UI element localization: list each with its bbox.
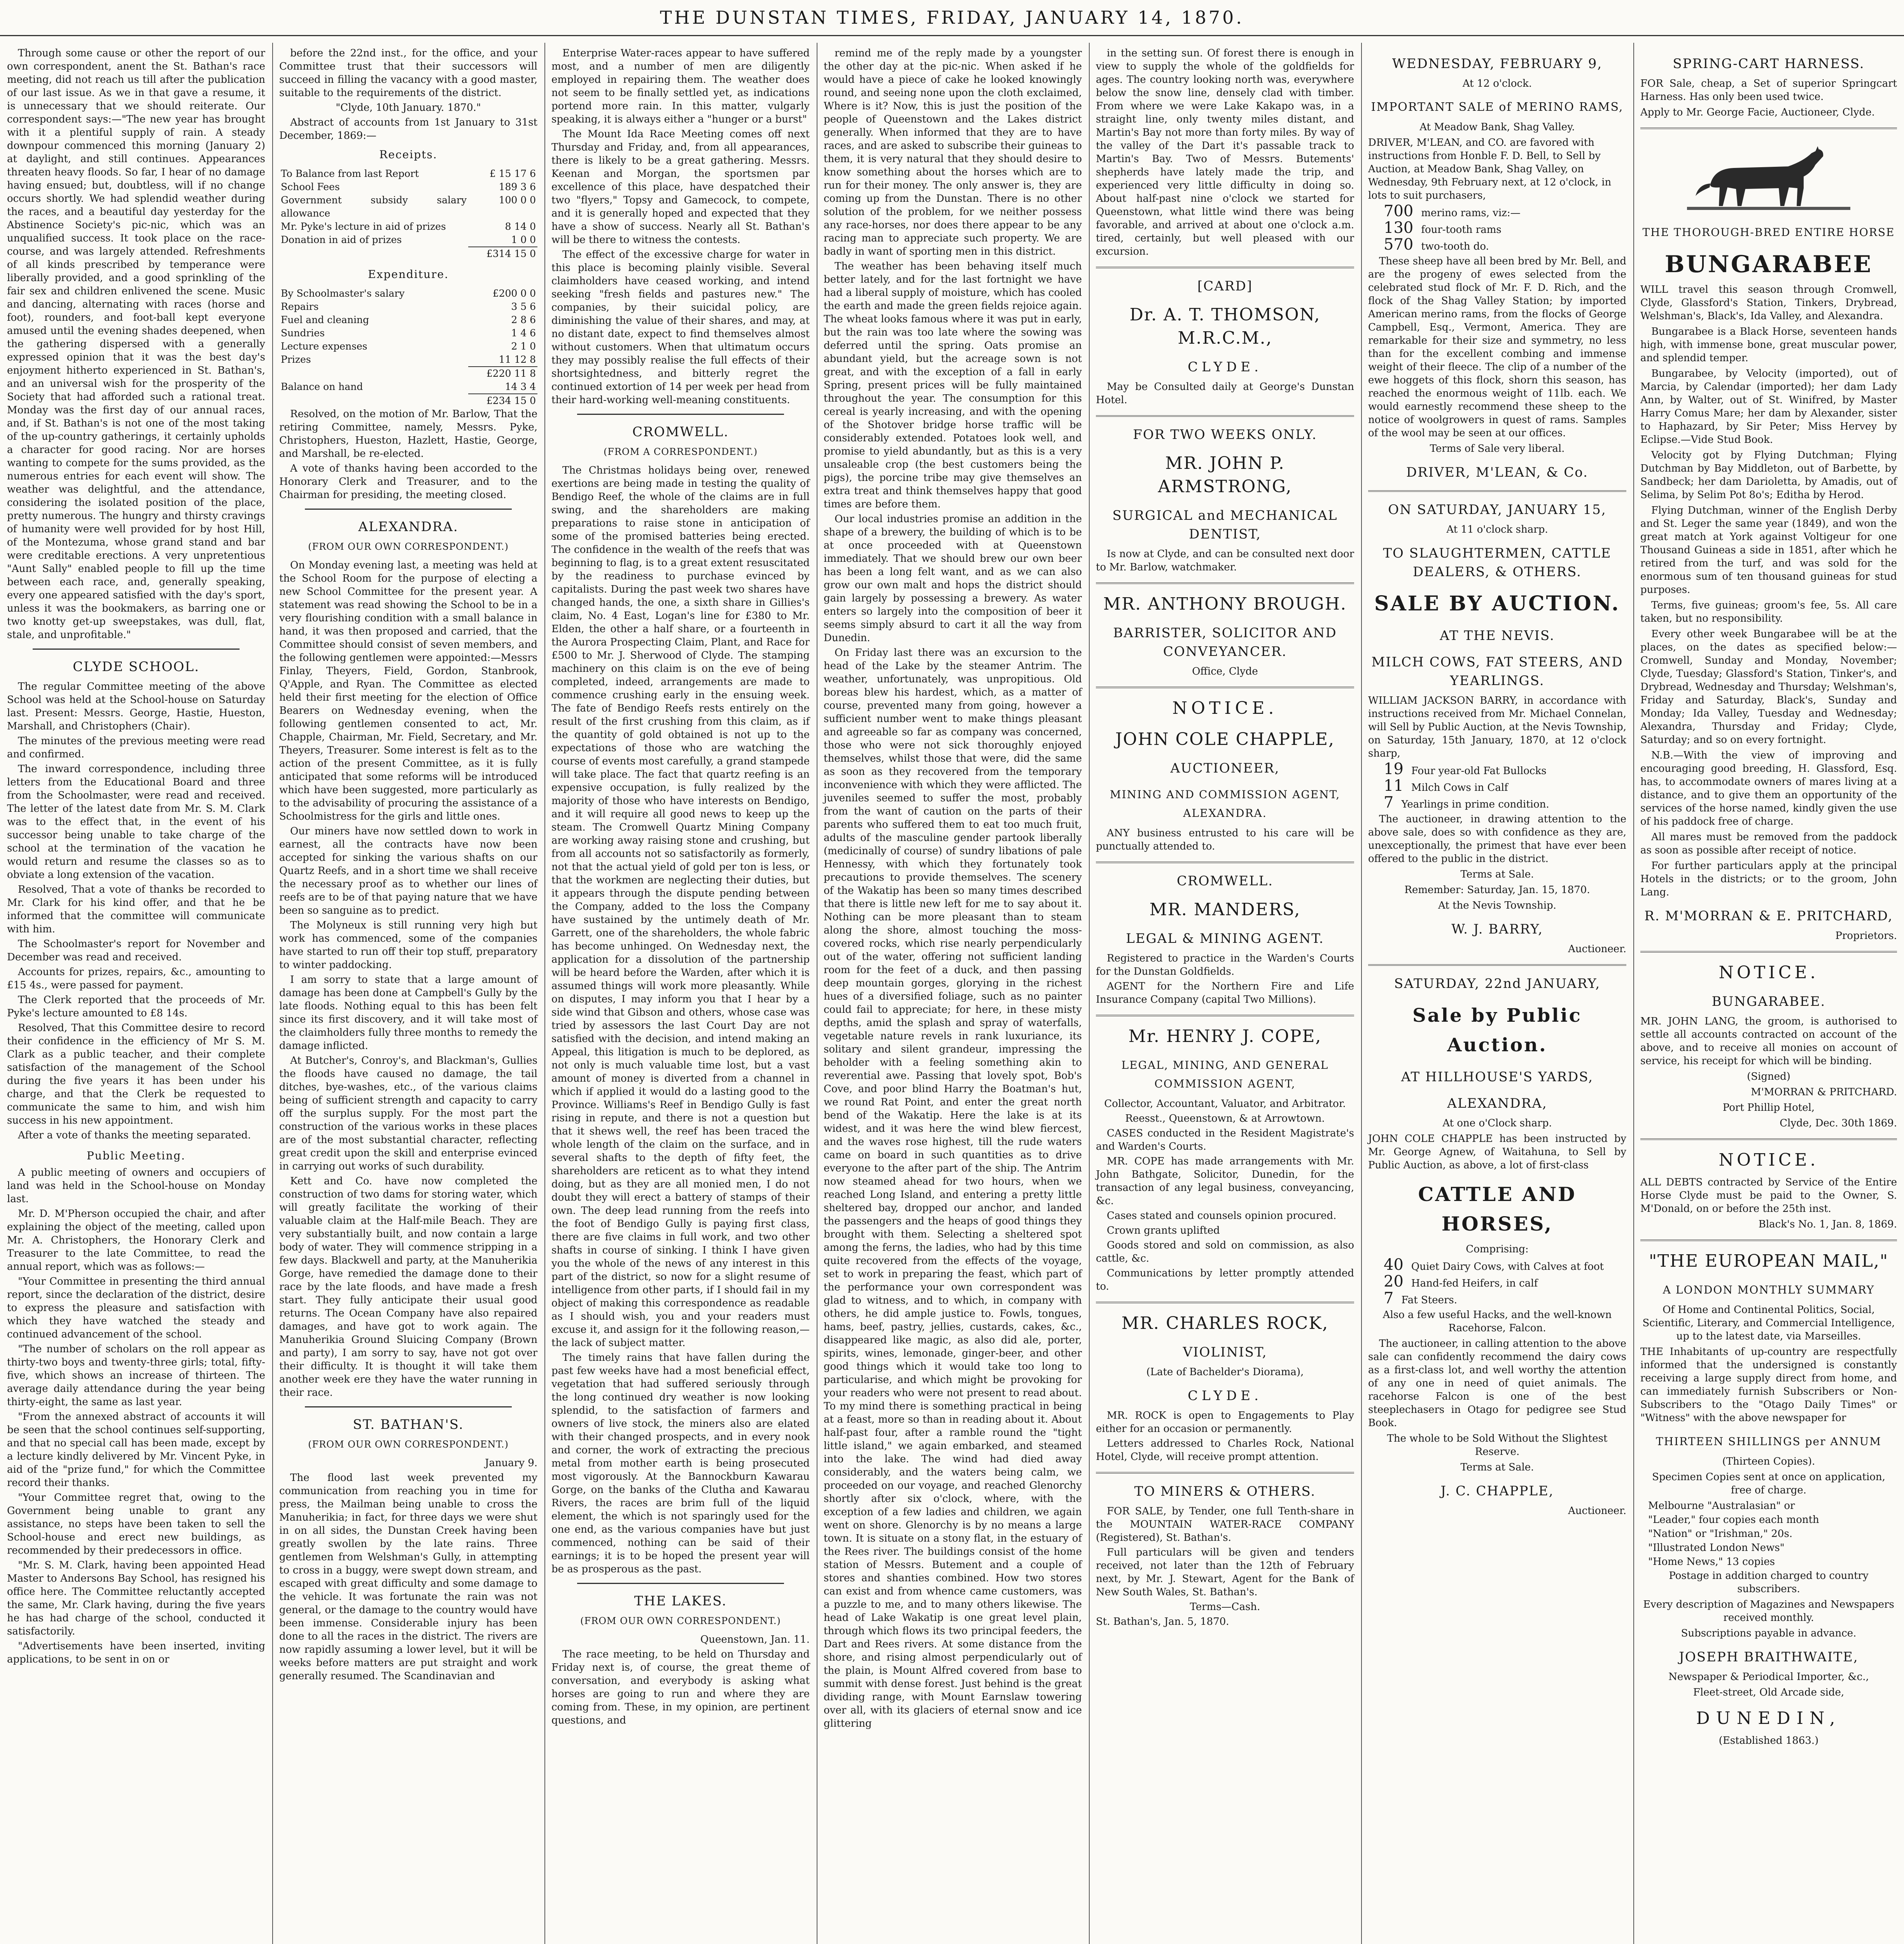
ad-title: BARRISTER, SOLICITOR AND CONVEYANCER. [1113,625,1337,659]
dateline: January 9. [485,1457,537,1469]
article-paragraph: I am sorry to state that a large amount of damage has been done at Campbell's Gully by the late floods. Nothing equal to this has been felt since its first discovery, and it will take most of the claimholders fully three months to remedy the damage inflicted. [279,974,537,1052]
item-description: Quiet Dairy Cows, with Calves at foot [1411,1261,1604,1273]
article-paragraph: The Christmas holidays being over, renewed exertions are being made in testing the quality of Bendigo Reef, the whole of the claims are in full swing, and the shareholders are making preparations to raise stone in anticipation of some of the promised batteries being erected. The confidence in the wealth of the reefs that was beginning to flag, is to a great extent resuscitated by the readiness to purchase evinced by capitalists. During the past week two shares have changed hands, the one, a sixth share in Gillies's claim, No. 4 East, Logan's line for £380 to Mr. Elden, the other a half share, or a fourteenth in the Aurora Prospecting Claim, Plant, and Race for £500 to Mr. J. Sherwood of Clyde. The stamping machinery on this claim is on the eve of being completed, indeed, arrangements are made to commence crushing early in the ensuing week. The fate of Bendigo Reefs rests entirely on the result of the first crushing from this claim, as if the quantity of gold obtained is not up to the expectations of those who are watching the course of events most carefully, a grand stampede will take place. The fact that quartz reefing is an expensive occupation, is fully realized by the majority of those who have interests on Bendigo, and it will require all good news to keep up the steam. The Cromwell Quartz Mining Company are working away raising stone and crushing, but from all accounts not so satisfactorily as formerly, not that the actual yield of gold per ton is less, or that the workmen are neglecting their duties, but it appears through the dispute pending between the Company, added to the loss the Company have sustained by the untimely death of Mr. Garrett, one of the shareholders, the whole fabric has become unhinged. On Wednesday next, the application for a dissolution of the partnership will be heard before the Warden, after which it is assumed things will work more pleasantly. While on disputes, I may inform you that I hear by a side wind that Gibson and others, whose case was tried by assessors the last Court Day are not satisfied with the decision, and intend making an Appeal, this litigation is much to be deplored, as not only is much valuable time lost, but a vast amount of money is diverted from a channel in which if applied it would do a lasting good to the Province. Williams's Reef in Bendigo Gully is fast rising in repute, and there is not a question but that it shews well, the reef has been traced the whole length of the claim on the surface, and in several shafts to the depth of fifty feet, the shareholders are reticent as to what they intend doing, but as they are all monied men, I do not doubt they will erect a battery of stamps of their own. The deep lead running from the reefs into the foot of Bendigo Gully is paying first class, there are five claims in full work, and two other shafts in course of sinking. I think I have given you the whole of the news of any interest in this part of the district, so now for a slight resume of intelligence from other parts, if I should fail in my object of making this correspondence as readable as I should wish, you and your readers must excuse it, and assign for it the following reason,—the lack of subject matter. [551,465,810,1349]
byline: (FROM OUR OWN CORRESPONDENT.) [308,541,509,552]
ad-text: DRIVER, M'LEAN, and CO. are favored with instructions from Honble F. D. Bell, to Sell by Auction, at Meadow Bank, Shag Valley, on Wednesday, 9th February next, at 12 o'clock, in lots to suit purchasers, [1368,137,1612,201]
section-rule [1096,1302,1354,1303]
ad-heading: ALEXANDRA, [1447,1096,1547,1111]
horse-illustration [1687,138,1850,215]
article-paragraph: The regular Committee meeting of the above School was held at the School-house on Saturday last. Present: Messrs. George, Hastie, Hueston, Marshall, and Christophers (Chair). [7,681,265,732]
ad-heading: FOR TWO WEEKS ONLY. [1133,427,1317,442]
rate-line: "Leader," four copies each month [1648,1514,1819,1526]
article-paragraph: "Mr. S. M. Clark, having been appointed Head Master to Andersons Bay School, has resigned his office here. The Committee reluctantly accepted the same, Mr. Clark having, during the five years he has had charge of the school, conducted it satisfactorily. [7,1559,265,1637]
ad-text: Black's No. 1, Jan. 8, 1869. [1758,1218,1897,1230]
ad-text: Registered to practice in the Warden's Courts for the Dunstan Goldfields. [1096,953,1354,977]
ad-subtitle: MINING AND COMMISSION AGENT, ALEXANDRA. [1110,788,1340,820]
byline: (FROM OUR OWN CORRESPONDENT.) [580,1615,781,1626]
ad-text: THE Inhabitants of up-country are respectfully informed that the undersigned is constantly receiving a large supply direct from home, and can immediately furnish Subscribers or Non-Subscribers to the "Otago Daily Times" or "Witness" with the above newspaper for [1640,1346,1897,1424]
ad-heading: BUNGARABEE. [1712,994,1826,1009]
ad-text: MR. JOHN LANG, the groom, is authorised to settle all accounts contracted on account of the above, and to receive all monies on account of service, his receipt for which will be binding. [1640,1016,1897,1067]
rate-line: "Nation" or "Irishman," 20s. [1648,1528,1793,1540]
ad-name: MR. CHARLES ROCK, [1121,1313,1329,1333]
ad-text: Every other week Bungarabee will be at the places, on the dates as specified below:—Cromwell, Sunday and Monday, November; Clyde, Tuesday; Glassford's Station, Tinker's, and Drybread, Wednesday and Thursday; Welshman's, Friday and Saturday, Black's, Sunday and Monday; Ida Valley, Tuesday and Wednesday; Alexandra, Thursday and Friday; Clyde, Saturday; and so on every fortnight. [1640,628,1897,746]
byline: (FROM A CORRESPONDENT.) [603,446,758,457]
heading-alexandra: ALEXANDRA. [358,519,458,535]
quantity: 19 [1384,760,1404,778]
ad-text: Port Phillip Hotel, [1722,1102,1815,1114]
ad-text: Communications by letter promptly attended to. [1096,1267,1354,1292]
receipt-row [279,194,537,220]
quantity: 130 [1384,219,1414,237]
heading-public-meeting: Public Meeting. [86,1149,186,1162]
heading-receipts: Receipts. [379,148,438,161]
ad-signature: JOSEPH BRAITHWAITE, [1679,1649,1858,1665]
ad-heading-large: CATTLE AND HORSES, [1418,1183,1577,1235]
ad-text: May be Consulted daily at George's Dunstan Hotel. [1096,381,1354,406]
article-paragraph: "Your Committee in presenting the third annual report, since the declaration of the district, desire to express the pleasure and satisfaction with which they have watched the steady and continued advancement of the school. [7,1276,265,1340]
article-paragraph: "Your Committee regret that, owing to the Government being unable to grant any assistance, no steps have been taken to sell the School-house and erect new buildings, as recommended by their predecessors in office. [7,1492,265,1556]
article-paragraph: A public meeting of owners and occupiers of land was held in the School-house on Monday last. [7,1167,265,1205]
ad-heading: THIRTEEN SHILLINGS per ANNUM [1656,1435,1881,1448]
account-amount: £ 15 17 6 [489,168,536,179]
ad-text: Newspaper & Periodical Importer, &c., [1668,1671,1869,1683]
ad-text: Every description of Magazines and Newspapers received monthly. [1643,1599,1894,1624]
account-label: Prizes [281,354,311,365]
section-rule [1368,490,1626,492]
heading-cromwell: CROMWELL. [632,424,729,440]
rate-line: "Illustrated London News" [1648,1542,1785,1554]
section-rule [1640,1239,1897,1241]
ad-text: Also a few useful Hacks, and the well-known Racehorse, Falcon. [1382,1309,1612,1334]
receipt-row [279,180,537,194]
article-paragraph: On Friday last there was an excursion to the head of the Lake by the steamer Antrim. The weather, unfortunately, was unpropitious. Old boreas blew his hardest, which, as a matter of course, prevented many from going, however a sufficient number went to make things pleasant and agreeable so far as company was concerned, those who were not sick thoroughly enjoyed themselves, whilst those that were, did the same as soon as they recovered from the temporary inconvenience with which they were afflicted. The juveniles seemed to suffer the most, probably from the want of caution on the parts of their parents who suffered them to eat too much fruit, adults of the masculine gender partook liberally (medicinally of course) of sundry libations of pale Hennessy, with which they fortunately took precautions to provide themselves. The scenery of the Wakatip has been so many times described that there is little new left for me to say about it. Nothing can be more pleasant than to steam along the shore, almost touching the moss-covered rocks, which rise nearly perpendicularly out of the water, offering not sufficient landing room for the feet of a duck, and then passing deep mountain gorges, glorying in the richest hues of a diversified foliage, such as no painter could fail to appreciate; for here, in these misty depths, amid the splash and spray of waterfalls, vegetable nature revels in rank luxuriance, its solitary and silent grandeur, impressing the beholder with a feeling something akin to reverential awe. Passing that lovely spot, Bob's Cove, and poor blind Harry the Boatman's hut, we round Rat Point, and enter the great north bend of the Wakatip. Here the lake is at its widest, and it was here the wind blew fiercest, and the waves rose highest, till the rude waters came on board in such quantities as to drive everyone to the after part of the ship. The Antrim now steamed ahead for two hours, when we reached Long Island, and entering a pretty little sheltered bay, dropped our anchor, and landed the passengers and the heaps of good things they brought with them. Selecting a sheltered spot among the ferns, the ladies, who had by this time quite recovered from the effects of the voyage, set to work in preparing the feast, which part of the performance your own correspondent was glad to witness, and to which, in company with others, he did ample justice to. Fowls, tongues, hams, beef, pastry, jellies, custards, cakes, &c., disappeared like magic, as also did ale, porter, spirits, wines, lemonade, ginger-beer, and other good things which it would take too long to particularise, and which might be provoking for your readers who were not present to read about. To my mind there is something practical in being at a feast, more so than in reading about it. About half-past four, after a ramble round the "tight little island," we again embarked, and steamed into the lake. The wind had died away considerably, and the waters being calm, we proceeded on our voyage, and reached Glenorchy shortly after six o'clock, where, with the exception of a few ladies and children, we again went on shore. Glenorchy is by no means a large town. It is situate on a stony flat, in the estuary of the Rees river. The buildings consist of the home station of Messrs. Butement and a couple of stores and shanties combined. How two stores can exist and from whence came customers, was a puzzle to me, and to many others likewise. The head of Lake Wakatip is one great level plain, through which flows its two principal feeders, the Dart and Rees rivers. At some distance from the shore, and rising almost perpendicularly out of the plain, is Mount Alfred covered from base to summit with dense forest. Just behind is the great dividing range, with Mount Earnslaw towering over all, with its glaciers of eternal snow and ice glittering [824,647,1082,1729]
ad-text: AGENT for the Northern Fire and Life Insurance Company (capital Two Millions). [1096,981,1354,1005]
item-description: merino rams, viz:— [1421,207,1521,219]
ad-signature: J. C. CHAPPLE, [1440,1483,1554,1499]
notice-heading: NOTICE. [1718,1150,1819,1170]
section-rule [33,649,239,650]
article-paragraph: in the setting sun. Of forest there is enough in view to supply the whole of the goldfields for ages. The country looking north was, everywhere below the snow line, densely clad with timber. From where we were Lake Kakapo was, in a straight line, only twenty miles distant, and Martin's Bay not more than forty miles. By way of the valley of the Dart it's passable track to Martin's Bay. Two of Messrs. Butements' shepherds have lately made the trip, and experienced very little difficulty in doing so. About half-past nine o'clock we started for Queenstown, what little wind there was being favorable, and arrived at about one o'clock a.m. tired, certainly, but well pleased with our excursion. [1096,47,1354,257]
ad-text: Terms—Cash. [1190,1601,1260,1613]
expenditure-row [279,340,537,353]
article-paragraph: Resolved, That this Committee desire to record their confidence in the efficiency of Mr S. M. Clark as a public teacher, and their complete satisfaction of the management of the School during the five years it has been under his charge, and that the Clerk be requested to communicate the same to him, and wish him success in his new appointment. [7,1022,265,1126]
ad-text: The whole to be Sold Without the Slightest Reserve. [1387,1433,1608,1458]
account-amount: 3 5 6 [511,301,536,312]
article-paragraph: The minutes of the previous meeting were read and confirmed. [7,735,265,760]
item-description: Yearlings in prime condition. [1401,799,1549,810]
ad-text: These sheep have all been bred by Mr. Bell, and are the progeny of ewes selected from the celebrated stud flock of Mr. F. D. Rich, and the flock of the Shag Valley Station; by imported American merino rams, from the flocks of George Campbell, Esq., Vermont, America. They are remarkable for their size and symmetry, no less than for the excellent combing and immense weight of their fleece. The clip of a number of the ewe hoggets of this flock, shorn this season, has reached the enormous weight of 11lb. each. We would earnestly recommend these sheep to the notice of woolgrowers in quest of rams. Samples of the wool may be seen at our offices. [1368,255,1626,439]
ad-text: Bungarabee is a Black Horse, seventeen hands high, with immense bone, great muscular power, and splendid temper. [1640,326,1897,364]
article-paragraph: Resolved, on the motion of Mr. Barlow, That the retiring Committee, namely, Messrs. Pyke, Christophers, Hueston, Hazlett, Hastie, George, and Marshall, be re-elected. [279,408,537,460]
ad-text: Terms of Sale very liberal. [1430,443,1565,455]
ad-text: FOR SALE, by Tender, one full Tenth-share in the MOUNTAIN WATER-RACE COMPANY (Registered), St. Bathan's. [1096,1505,1354,1544]
section-rule [577,1583,784,1584]
ad-text: FOR Sale, cheap, a Set of superior Springcart Harness. Has only been used twice. [1640,78,1897,103]
expenditure-row [279,327,537,340]
ad-text: (Late of Bachelder's Diorama), [1146,1366,1304,1378]
rate-line: Melbourne "Australasian" or [1648,1500,1795,1512]
account-amount: £200 0 0 [492,288,536,299]
expenditure-totals [279,366,537,407]
ad-text: Cases stated and counsels opinion procured. [1107,1210,1337,1222]
ad-text: At Meadow Bank, Shag Valley. [1419,121,1575,133]
quantity: 20 [1384,1273,1404,1290]
ad-name: MR. MANDERS, [1149,900,1301,920]
dateline: Queenstown, Jan. 11. [700,1634,810,1645]
ad-signature: DRIVER, M'LEAN, & Co. [1406,465,1588,480]
article-paragraph: The Schoolmaster's report for November and December was read and received. [7,938,265,963]
ad-text: Comprising: [1466,1243,1529,1255]
article-paragraph: before the 22nd inst., for the office, and your Committee trust that their successors will succeed in filling the vacancy with a good master, suitable to the requirements of the district. [279,47,537,99]
account-label: Donation in aid of prizes [281,234,402,245]
section-rule [577,414,784,415]
article-paragraph: Abstract of accounts from 1st January to 31st December, 1869:— [279,117,537,142]
ad-text: Auctioneer. [1568,1505,1626,1517]
ad-text: (Signed) [1747,1071,1790,1082]
ad-text: Subscriptions payable in advance. [1681,1628,1857,1639]
balance-value: 14 3 4 [505,381,536,392]
ad-text: Flying Dutchman, winner of the English Derby and St. Leger the same year (1849), and won the great match at York against Voltigeur for one Thousand Guineas a side in 1851, after which he retired from the turf, and was sold for the enormous sum of ten thousand guineas for stud purposes. [1640,505,1897,596]
ad-heading: AT THE NEVIS. [1440,628,1555,643]
ad-heading: AT HILLHOUSE'S YARDS, [1401,1069,1594,1085]
expenditure-row [279,300,537,313]
ad-heading-large: "THE EUROPEAN MAIL," [1648,1251,1889,1271]
account-label: Mr. Pyke's lecture in aid of prizes [281,221,446,232]
heading-clyde-school: CLYDE SCHOOL. [73,659,200,675]
ad-text: Of Home and Continental Politics, Social, Scientific, Literary, and Commercial Intelligence, up to the latest date, via Marseilles. [1642,1304,1895,1342]
ad-text: For further particulars apply at the principal Hotels in the districts; or to the groom, John Lang. [1640,860,1897,898]
article-paragraph: "Advertisements have been inserted, inviting applications, to be sent in on or [7,1640,265,1665]
ad-text: Bungarabee, by Velocity (imported), out of Marcia, by Calendar (imported); her dam Lady Ann, by Walter, out of St. Winifred, by Master Harry Comus Mare; her dam by Alexander, sister to Haphazard, by Sir Peter; Miss Hervey by Eclipse.—Vide Stud Book. [1640,368,1897,446]
card-name: Dr. A. T. THOMSON, M.R.C.M., [1129,305,1321,348]
article-paragraph: The inward correspondence, including three letters from the Educational Board and three from the Schoolmaster, were read and received. The letter of the latest date from Mr. S. M. Clark was to the effect that, in the event of his successor being unable to take charge of the school at the termination of the vacation he would return and resume the classes so as to obviate a long extension of the vacation. [7,763,265,881]
ad-name: JOHN COLE CHAPPLE, [1115,729,1335,749]
article-paragraph: Accounts for prizes, repairs, &c., amounting to £15 4s., were passed for payment. [7,966,265,991]
article-paragraph: The flood last week prevented my communication from reaching you in time for press, the Mailman being unable to cross the Manuherikia; in fact, for three days we were shut in on all sides, the Dunstan Creek having been greatly swollen by the late rains. Three gentlemen from Welshman's Gully, in attempting to cross in a buggy, were swept down stream, and escaped with great difficulty and some damage to the vehicle. It was fortunate the rain was not general, or the damage to the country would have been immense. Considerable injury has been done to all the races in the district. The rivers are now rapidly assuming a lower level, but it will be weeks before matters are put straight and work generally resumed. The Scandinavian and [279,1472,537,1682]
column-7 [1633,47,1904,1944]
receipt-row [279,167,537,180]
column-5 [1089,47,1361,1944]
ad-heading-large: SALE BY AUCTION. [1374,592,1620,615]
ad-text: JOHN COLE CHAPPLE has been instructed by Mr. George Agnew, of Waitahuna, to Sell by Public Auction, as above, a lot of first-class [1368,1133,1626,1171]
ad-text: (Thirteen Copies). [1722,1456,1815,1467]
notice-heading: NOTICE. [1172,698,1278,718]
rates-list [1640,1499,1897,1568]
article-paragraph: The Clerk reported that the proceeds of Mr. Pyke's lecture amounted to £8 14s. [7,994,265,1019]
ad-title: AUCTIONEER, [1170,760,1280,776]
ad-text: ALL DEBTS contracted by Service of the Entire Horse Clyde must be paid to the Owner, S. M'Donald, on or before the 25th inst. [1640,1177,1897,1215]
stock-list [1368,762,1626,811]
rams-list [1368,202,1626,253]
ad-date: WEDNESDAY, FEBRUARY 9, [1392,56,1603,72]
ad-text: All mares must be removed from the paddock as soon as possible after receipt of notice. [1640,831,1897,856]
account-label: To Balance from last Report [281,168,419,179]
masthead: THE DUNSTAN TIMES, FRIDAY, JANUARY 14, 1870. [0,0,1904,36]
report-signature: "Clyde, 10th January. 1870." [336,102,481,114]
account-label: Fuel and cleaning [281,314,369,325]
article-paragraph: The timely rains that have fallen during the past few weeks have had a most beneficial effect, vegetation that had suffered seriously through the long continued dry weather is now looking splendid, to the satisfaction of farmers and owners of live stock, the miners also are elated with their changed prospects, and in every nook and corner, the work of extracting the precious metal from mother earth is being prosecuted most vigorously. At the Bannockburn Kawarau Gorge, on the banks of the Clutha and Kawarau Rivers, the races are brim full of the liquid element, the which is not sparingly used for the one end, as the various companies have but just commenced, nothing can be said of their earnings; it is to be hoped the present year will be as prosperous as the past. [551,1352,810,1575]
notice-heading: NOTICE. [1718,963,1819,982]
heading-st-bathans: ST. BATHAN'S. [353,1417,464,1432]
account-label: School Fees [281,181,340,192]
ad-text: Office, Clyde [1192,666,1258,677]
quantity: 700 [1384,202,1414,220]
expenditure-subtotal: £220 11 8 [468,367,537,380]
expenditure-table [279,287,537,366]
cattle-lot [1384,1275,1626,1290]
ad-text: At 12 o'clock. [1462,78,1532,89]
item-description: Milch Cows in Calf [1411,782,1508,794]
ad-text: Terms at Sale. [1460,869,1534,880]
column-1 [0,47,272,1944]
ad-text: Fleet-street, Old Arcade side, [1693,1687,1844,1698]
quantity: 7 [1384,1289,1394,1307]
account-label: Sundries [281,327,325,339]
account-amount: 11 12 8 [499,354,536,365]
card-town: CLYDE. [1188,359,1262,375]
item-description: four-tooth rams [1421,224,1502,236]
article-paragraph: The effect of the excessive charge for water in this place is becoming plainly visible. Several claimholders have ceased working, and intend seeking "fresh fields and pastures new." The companies, by their suicidal policy, are diminishing the value of their shares, and may, at no distant date, expect to find themselves almost without customers. When that ultimatum occurs they may possibly realise the full effects of their shortsightedness, and bitterly regret the continued extortion of 14 per week per head from their hard-working well-meaning constituents. [551,249,810,406]
ad-text: MR. ROCK is open to Engagements to Play either for an occasion or permanently. [1096,1410,1354,1435]
receipts-total-value: £314 15 0 [468,247,537,260]
ad-text: MR. COPE has made arrangements with Mr. John Bathgate, Solicitor, Dunedin, for the transaction of any legal business, conveyancing, &c. [1096,1156,1354,1207]
ad-text: Letters addressed to Charles Rock, National Hotel, Clyde, will receive prompt attention. [1096,1438,1354,1463]
ad-text: The auctioneer, in drawing attention to the above sale, does so with confidence as they are, unexceptionally, the primest that have ever been offered to the public in the district. [1368,813,1626,865]
ad-text: Collector, Accountant, Valuator, and Arbitrator. [1104,1098,1346,1110]
column-6 [1361,47,1633,1944]
article-paragraph: Our miners have now settled down to work in earnest, all the contracts have now been accepted for sinking the various shafts on our Quartz Reefs, and in a short time we shall receive the necessary proof as to whether our lines of reefs are to be of that paying nature that we have been so sanguine as to predict. [279,825,537,916]
ad-text: Velocity got by Flying Dutchman; Flying Dutchman by Bay Middleton, out of Barbette, by Sandbeck; her dam Darioletta, by Amadis, out of Selima, by Selim Pot 8o's; Editha by Herod. [1640,449,1897,501]
cattle-list [1368,1258,1626,1307]
section-rule [1096,1472,1354,1474]
ad-heading: A LONDON MONTHLY SUMMARY [1662,1283,1875,1296]
section-rule [1640,951,1897,953]
ad-text: Postage in addition charged to country subscribers. [1669,1570,1869,1595]
article-paragraph: After a vote of thanks the meeting separated. [18,1129,251,1141]
ad-text: St. Bathan's, Jan. 5, 1870. [1096,1616,1229,1628]
ad-text: Full particulars will be given and tenders received, not later than the 12th of February next, by Mr. J. Stewart, Agent for the Bank of New South Wales, St. Bathan's. [1096,1547,1354,1598]
ad-signature: R. M'MORRAN & E. PRITCHARD, [1644,908,1893,924]
stock-lot [1384,779,1626,794]
account-amount: 100 0 0 [499,194,536,206]
ad-title: LEGAL, MINING, AND GENERAL COMMISSION AGENT, [1121,1059,1329,1090]
ad-heading-large: Sale by Public Auction. [1412,1005,1582,1056]
ad-town: DUNEDIN, [1696,1708,1841,1728]
article-paragraph: Mr. D. M'Pherson occupied the chair, and after explaining the object of the meeting, called upon Mr. A. Christophers, the Honorary Clerk and Treasurer to the late Committee, to read the annual report, which was as follows:— [7,1208,265,1273]
cattle-lot [1384,1258,1626,1273]
card-label: [CARD] [1197,278,1253,294]
account-amount: 8 14 0 [505,221,536,232]
ad-heading: SPRING-CART HARNESS. [1673,56,1865,72]
ad-text: WILLIAM JACKSON BARRY, in accordance with instructions received from Mr. Michael Connelan, will Sell by Public Auction, at the Nevis Township, on Saturday, 15th January, 1870, at 12 o'clock sharp, [1368,695,1626,759]
ad-heading: TO MINERS & OTHERS. [1134,1484,1316,1499]
column-4 [817,47,1089,1944]
ram-lot [1384,221,1626,236]
section-rule [1096,687,1354,688]
ad-town: CLYDE. [1188,1388,1262,1404]
section-rule [1640,128,1897,129]
account-label: Government subsidy salary allowance [281,194,467,219]
article-paragraph: remind me of the reply made by a youngster the other day at the pic-nic. When asked if he would have a piece of cake he looked knowingly round, and seeing none upon the cloth exclaimed, Where is it? Now, this is just the position of the people of Queenstown and the Lakes district generally. When informed that they are to have races, and are asked to subscribe their guineas to them, it is very natural that they should desire to know something about the horses which are to run for their money. The only answer is, they are coming up from the Dunstan. There is no other solution of the problem, for we neither possess any race-horses, nor does there appear to be any racing man to appreciate such property. We are badly in want of sporting men in this district. [824,47,1082,257]
expenditure-row [279,313,537,327]
ad-text: Is now at Clyde, and can be consulted next door to Mr. Barlow, watchmaker. [1096,548,1354,573]
article-paragraph: The Mount Ida Race Meeting comes off next Thursday and Friday, and, from all appearances, there is likely to be a great gathering. Messrs. Keenan and Morgan, the sportsmen par excellence of this place, have despatched their two "flyers," Topsy and Gamecock, to compete, and it is generally hoped and expected that they have a show of success. Nearly all St. Bathan's will be there to witness the contests. [551,128,810,246]
section-rule [1096,415,1354,417]
ad-text: (Established 1863.) [1718,1735,1819,1746]
ad-text: N.B.—With the view of improving and encouraging good breeding, H. Glassford, Esq. has, to accommodate owners of mares living at a distance, and to give them an opportunity of the services of the horse named, kindly given the use of his paddock free of charge. [1640,750,1897,827]
byline: (FROM OUR OWN CORRESPONDENT.) [308,1439,509,1450]
account-amount: 1 4 6 [511,327,536,339]
article-paragraph: On Monday evening last, a meeting was held at the School Room for the purpose of electing a new School Committee for the present year. A statement was read showing the School to be in a very flourishing condition with a small balance in hand, it was then proposed and carried, that the Committee should consist of seven members, and the following gentlemen were appointed:—Messrs Finlay, Theyers, Field, Gordon, Stanbrook, Q'Apple, and Ryan. The Committee as elected held their first meeting for the election of Office Bearers on Wednesday evening, when the following gentlemen consented to act, Mr. Chapple, Chairman, Mr. Field, Secretary, and Mr. Theyers, Treasurer. Some interest is felt as to the action of the present Committee, as it is fully anticipated that some reforms will be introduced which have been suggested, more particularly as to the advisability of procuring the assistance of a Schoolmistress for the girls and little ones. [279,559,537,822]
ad-text: Proprietors. [1835,930,1897,942]
ad-text: Goods stored and sold on commission, as also cattle, &c. [1096,1239,1354,1264]
ad-text: The auctioneer, in calling attention to the above sale can confidently recommend the dairy cows as a first-class lot, and well worthy the attention of any one in need of quiet animals. The racehorse Falcon is one of the best steeplechasers in Otago for pedigree see Stud Book. [1368,1338,1626,1429]
ad-heading: IMPORTANT SALE of MERINO RAMS, [1371,100,1624,114]
item-description: Hand-fed Heifers, in calf [1411,1278,1538,1289]
article-paragraph: A vote of thanks having been accorded to the Honorary Clerk and Treasurer, and to the Chairman for presiding, the meeting closed. [279,463,537,501]
section-rule [305,509,511,510]
ad-heading: TO SLAUGHTERMEN, CATTLE DEALERS, & OTHERS. [1383,545,1612,580]
ad-heading: MILCH COWS, FAT STEERS, AND YEARLINGS. [1371,654,1623,689]
ad-heading: THE THOROUGH-BRED ENTIRE HORSE [1642,226,1895,239]
stock-lot [1384,762,1626,778]
account-amount: 2 1 0 [511,341,536,352]
quantity: 570 [1384,236,1414,253]
ad-text: Apply to Mr. George Facie, Auctioneer, Clyde. [1640,107,1875,118]
heading-expenditure: Expenditure. [368,268,449,281]
cattle-lot [1384,1289,1626,1307]
article-paragraph: "The number of scholars on the roll appear as thirty-two boys and twenty-three girls; total, fifty-five, which shows an increase of thirteen. The average daily attendance during the year being thirty-eight, the same as last year. [7,1343,265,1408]
ad-text: CASES conducted in the Resident Magistrate's and Warden's Courts. [1096,1128,1354,1152]
article-paragraph: The race meeting, to be held on Thursday and Friday next is, of course, the great theme of conversation, and everybody is asking what horses are going to run and where they are coming from. These, in my opinion, are pertinent questions, and [551,1649,810,1726]
expenditure-row [279,353,537,366]
horse-name: BUNGARABEE [1664,251,1873,278]
ad-heading: CROMWELL. [1176,873,1274,889]
account-amount: 2 8 6 [511,314,536,325]
article-paragraph: Enterprise Water-races appear to have suffered most, and a number of men are diligently employed in repairing them. The weather does not seem to be finally settled yet, as indications portend more rain. In this matter, vulgarly speaking, it is always either a "hunger or a burst" [551,47,810,125]
column-3 [544,47,817,1944]
article-paragraph: "From the annexed abstract of accounts it will be seen that the school continues self-supporting, and that no special call has been made, except by a lecture kindly delivered by Mr. Vincent Pyke, in aid of the "prize fund," for which the Committee record their thanks. [7,1411,265,1489]
ad-text: At 11 o'clock sharp. [1446,524,1548,535]
receipts-table [279,167,537,246]
section-rule [1096,862,1354,863]
ad-text: Specimen Copies sent at once on application, free of charge. [1652,1471,1885,1496]
ad-name: Mr. HENRY J. COPE, [1128,1026,1322,1046]
receipt-row [279,220,537,233]
ram-lot [1384,202,1626,220]
account-label: Repairs [281,301,319,312]
ad-name: MR. ANTHONY BROUGH. [1103,594,1347,614]
ad-text: ANY business entrusted to his care will be punctually attended to. [1096,827,1354,852]
ad-text: M'MORRAN & PRITCHARD. [1751,1086,1897,1098]
ram-lot [1384,238,1626,253]
section-rule [1368,964,1626,966]
balance-label: Balance on hand [281,381,363,392]
account-label: By Schoolmaster's salary [281,288,405,299]
expenditure-total: £234 15 0 [468,394,537,407]
expenditure-row [279,287,537,300]
column-2 [272,47,544,1944]
item-description: Fat Steers. [1401,1294,1458,1306]
ad-title: VIOLINIST, [1183,1344,1267,1360]
article-paragraph: The Molyneux is still running very high but work has commenced, some of the companies have started to run off their top stuff, preparatory to winter paddocking. [279,920,537,971]
section-rule [1096,1015,1354,1016]
section-rule [305,1406,511,1407]
quantity: 11 [1384,777,1404,795]
ad-title: SURGICAL and MECHANICAL DENTIST, [1112,508,1338,542]
ad-text: Crown grants uplifted [1107,1225,1220,1236]
ad-signature: W. J. BARRY, [1451,921,1543,937]
account-label: Lecture expenses [281,341,368,352]
receipt-row [279,233,537,246]
article-paragraph: Through some cause or other the report of our own correspondent, anent the St. Bathan's race meeting, did not reach us till after the publication of our last issue. As we in that gave a resume, it is unnecessary that we should reiterate. Our correspondent says:—"The new year has brought with it a plentiful supply of rain. A steady downpour commenced this morning (January 2) at daylight, and still continues. Appearances threaten heavy floods. So far, I hear of no damage having ensued; but, doubtless, will if no change occurs shortly. We had splendid weather during the races, and a beautiful day yesterday for the Abstinence Society's pic-nic, which was an unqualified success. It took place on the race-course, and was largely attended. Refreshments of all kinds prescribed by temperance were liberally provided, and a good sprinkling of the fair sex and children enlivened the scene. Music and dancing, alternating with races (horse and foot), rounders, and foot-ball kept everyone amused until the evening shades deepened, when the gathering dispersed with a generally expressed opinion that it was the best day's enjoyment hitherto experienced in St. Bathan's, and an universal wish for the prosperity of the Society that had afforded such a rational treat. Monday was the first day of our annual races, and, if St. Bathan's is not one of the most taking of the up-country gatherings, it certainly upholds a character for good racing. Nor are horses wanting to compete for the sums provided, as the numerous entries for each event will show. The weather was delightful, and the attendance, considering the isolated position of the place, pretty numerous. The hungry and thirsty cravings of humanity were well provided for by host Hill, of the Montezuma, whose grand stand and bar were creditable erections. A very unpretentious "Aunt Sally" enabled people to fill up the time between each race, and, generally speaking, every one appeared satisfied with the day's sport, unless it was the bookmakers, as barring one or two knotty get-up sweepstakes, was dull, flat, stale, and unprofitable." [7,47,265,641]
ad-text: Reesst., Queenstown, & at Arrowtown. [1125,1113,1325,1124]
heading-the-lakes: THE LAKES. [634,1593,727,1609]
section-rule [1640,1138,1897,1140]
section-rule [1096,267,1354,268]
account-amount: 1 0 0 [511,234,536,245]
quantity: 40 [1384,1256,1404,1274]
ad-text: Terms at Sale. [1460,1461,1534,1473]
article-paragraph: Kett and Co. have now completed the construction of two dams for storing water, which will greatly facilitate the working of their valuable claim at the Half-mile Beach. They are very substantially built, and now contain a large body of water. They will commence stripping in a few days. Blackwell and party, at the Manuherikia Gorge, have remedied the damage done to their race by the late floods, and have made a fresh start. They fully anticipate their usual good returns. The Ocean Company have also repaired damages, and have got to work again. The Manuherikia Ground Sluicing Company (Brown and party), I am sorry to say, have not got over their difficulty. It is thought it will take them another week ere they have the water running in their race. [279,1175,537,1399]
ad-text: Remember: Saturday, Jan. 15, 1870. [1404,884,1590,896]
ad-text: WILL travel this season through Cromwell, Clyde, Glassford's Station, Tinkers, Drybread, Welshman's, Black's, Ida Valley, and Alexandra. [1640,284,1897,322]
ad-date: SATURDAY, 22nd JANUARY, [1394,976,1601,991]
article-paragraph: At Butcher's, Conroy's, and Blackman's, Gullies the floods have caused no damage, the tail ditches, bye-washes, etc., of the various claims being of sufficient strength and capacity to carry off the surplus supply. For the most part the construction of the various works in these places are of the most substantial character, reflecting great credit upon the skill and enterprise evinced in carrying out works of such durability. [279,1055,537,1172]
ad-date: ON SATURDAY, JANUARY 15, [1388,502,1606,517]
article-paragraph: Our local industries promise an addition in the shape of a brewery, the building of which is to be at once proceeded with at Queenstown immediately. That we should brew our own beer has been a long felt want, and as we can also grow our own malt and hops the district should gain largely by possessing a brewery. As water enters so largely into the composition of beer it seems simply absurd to cart it all the way from Dunedin. [824,513,1082,644]
ad-text: At the Nevis Township. [1438,900,1556,911]
ad-name: MR. JOHN P. ARMSTRONG, [1158,453,1292,496]
ad-text: Auctioneer. [1568,943,1626,955]
quantity: 7 [1384,794,1394,811]
stock-lot [1384,796,1626,811]
article-paragraph: Resolved, That a vote of thanks be recorded to Mr. Clark for his kind offer, and that he be informed that the committee will communicate with him. [7,884,265,935]
section-rule [1096,582,1354,584]
account-amount: 189 3 6 [499,181,536,192]
ad-text: Terms, five guineas; groom's fee, 5s. All care taken, but no responsibility. [1640,600,1897,624]
item-description: two-tooth do. [1421,241,1489,252]
rate-line: "Home News," 13 copies [1648,1556,1775,1568]
ad-title: LEGAL & MINING AGENT. [1126,931,1324,946]
article-paragraph: The weather has been behaving itself much better lately, and for the last fortnight we have had a liberal supply of moisture, which has cooled the earth and made the green fields rejoice again. The wheat looks famous where it was put in early, but the rain was too late where the sowing was deferred until the spring. Oats promise an abundant yield, but the acreage sown is not great, and with the exception of a fall in early Spring, present prices will be fully maintained throughout the year. The consumption for this cereal is yearly increasing, and with the opening of the Shotover bridge horse traffic will be considerably extended. Potatoes look well, and promise to yield abundantly, but as this is a very unsaleable crop (the best customers being the pigs), the porcine tribe may give themselves an extra treat and think themselves happy that good times are before them. [824,260,1082,510]
ad-text: Clyde, Dec. 30th 1869. [1780,1117,1897,1129]
item-description: Four year-old Fat Bullocks [1411,765,1547,777]
ad-text: At one o'Clock sharp. [1442,1117,1552,1129]
receipts-total [279,246,537,260]
